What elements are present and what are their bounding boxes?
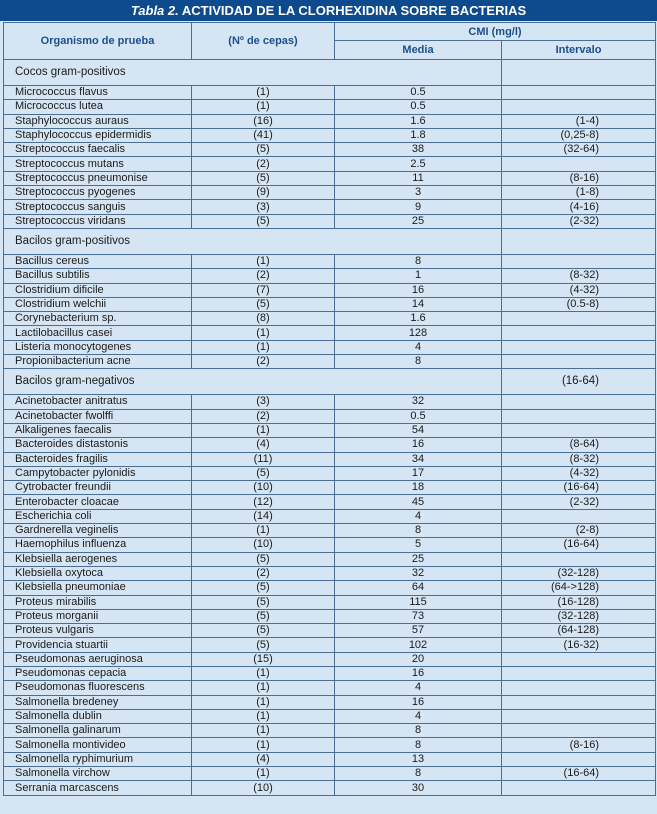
table-row [4,312,656,326]
range-cell [502,724,656,738]
range-cell [502,326,656,340]
range-cell [502,86,656,100]
range-cell: (2-32) [502,495,656,509]
section-range [502,60,656,86]
table-row [4,709,656,723]
range-cell: (32-128) [502,609,656,623]
range-cell: (16-32) [502,638,656,652]
table-row [4,609,656,623]
range-cell: (8-16) [502,738,656,752]
range-cell: (8-64) [502,438,656,452]
mean-cell: 102 [335,638,502,652]
mean-cell: 8 [335,355,502,369]
table-row [4,666,656,680]
mean-cell: 13 [335,752,502,766]
table-title [0,0,657,21]
mean-cell: 3 [335,186,502,200]
mean-cell: 8 [335,767,502,781]
mean-cell: 32 [335,566,502,580]
organism-cell: Serrania marcascens [4,781,192,795]
organism-cell: Streptococcus faecalis [4,143,192,157]
table-row [4,157,656,171]
organism-cell: Klebsiella aerogenes [4,552,192,566]
mean-cell: 2.5 [335,157,502,171]
strains-cell: (7) [192,283,335,297]
table-row [4,681,656,695]
range-cell: (8-32) [502,269,656,283]
mean-cell: 1 [335,269,502,283]
organism-cell: Proteus vulgaris [4,624,192,638]
organism-cell: Listeria monocytogenes [4,340,192,354]
mean-cell: 38 [335,143,502,157]
range-cell: (8-16) [502,171,656,185]
range-cell [502,709,656,723]
section-row [4,369,656,395]
range-cell: (4-32) [502,466,656,480]
table-row [4,566,656,580]
strains-cell: (15) [192,652,335,666]
table-row [4,355,656,369]
mean-cell: 4 [335,509,502,523]
mean-cell: 18 [335,481,502,495]
table-row [4,100,656,114]
organism-cell: Providencia stuartii [4,638,192,652]
organism-cell: Klebsiella pneumoniae [4,581,192,595]
table-row [4,269,656,283]
strains-cell: (5) [192,624,335,638]
mean-cell: 1.6 [335,114,502,128]
table-row [4,466,656,480]
organism-cell: Salmonella ryphimurium [4,752,192,766]
organism-cell: Alkaligenes faecalis [4,423,192,437]
table-row [4,781,656,795]
organism-cell: Haemophilus influenza [4,538,192,552]
range-cell [502,395,656,409]
table-number: Tabla 2. [130,3,179,18]
section-title: Bacilos gram-positivos [4,228,502,254]
strains-cell: (3) [192,395,335,409]
organism-cell: Staphylococcus epidermidis [4,128,192,142]
organism-cell: Clostridium dificile [4,283,192,297]
organism-cell: Staphylococcus auraus [4,114,192,128]
mean-cell: 16 [335,438,502,452]
section-title: Bacilos gram-negativos [4,369,502,395]
range-cell: (1-8) [502,186,656,200]
range-cell [502,552,656,566]
organism-cell: Gardnerella veginelis [4,524,192,538]
range-cell: (8-32) [502,452,656,466]
strains-cell: (1) [192,100,335,114]
strains-cell: (12) [192,495,335,509]
range-cell: (16-64) [502,538,656,552]
mean-cell: 128 [335,326,502,340]
mean-cell: 4 [335,681,502,695]
table-body [4,60,656,796]
range-cell: (4-32) [502,283,656,297]
strains-cell: (1) [192,767,335,781]
range-cell: (32-64) [502,143,656,157]
strains-cell: (14) [192,509,335,523]
table-row [4,452,656,466]
table-row [4,595,656,609]
strains-cell: (1) [192,423,335,437]
organism-cell: Proteus mirabilis [4,595,192,609]
organism-cell: Campytobacter pylonidis [4,466,192,480]
range-cell [502,355,656,369]
range-cell [502,100,656,114]
organism-cell: Acinetobacter fwolffi [4,409,192,423]
strains-cell: (11) [192,452,335,466]
organism-cell: Salmonella montivideo [4,738,192,752]
mean-cell: 16 [335,666,502,680]
section-title: Cocos gram-positivos [4,60,502,86]
mean-cell: 5 [335,538,502,552]
table-row [4,86,656,100]
mean-cell: 14 [335,297,502,311]
organism-cell: Streptococcus viridans [4,214,192,228]
mean-cell: 64 [335,581,502,595]
strains-cell: (10) [192,538,335,552]
strains-cell: (2) [192,409,335,423]
strains-cell: (16) [192,114,335,128]
organism-cell: Salmonella virchow [4,767,192,781]
range-cell [502,695,656,709]
organism-cell: Streptococcus pneumonise [4,171,192,185]
strains-cell: (1) [192,86,335,100]
table-row [4,438,656,452]
mean-cell: 57 [335,624,502,638]
table-row [4,395,656,409]
range-cell [502,666,656,680]
range-cell [502,681,656,695]
mean-cell: 54 [335,423,502,437]
mean-cell: 0.5 [335,86,502,100]
organism-cell: Bacillus cereus [4,254,192,268]
organism-cell: Escherichia coli [4,509,192,523]
mean-cell: 17 [335,466,502,480]
mean-cell: 8 [335,524,502,538]
organism-cell: Micrococcus lutea [4,100,192,114]
table-row [4,552,656,566]
range-cell: (16-128) [502,595,656,609]
strains-cell: (5) [192,466,335,480]
organism-cell: Pseudomonas aeruginosa [4,652,192,666]
table-row [4,738,656,752]
strains-cell: (4) [192,438,335,452]
organism-cell: Corynebacterium sp. [4,312,192,326]
mean-cell: 11 [335,171,502,185]
organism-cell: Salmonella bredeney [4,695,192,709]
range-cell [502,254,656,268]
strains-cell: (8) [192,312,335,326]
organism-cell: Bacteroides fragilis [4,452,192,466]
table-row [4,538,656,552]
strains-cell: (1) [192,524,335,538]
organism-cell: Pseudomonas cepacia [4,666,192,680]
range-cell: (64-128) [502,624,656,638]
strains-cell: (2) [192,157,335,171]
table-row [4,128,656,142]
range-cell [502,312,656,326]
table-row [4,638,656,652]
organism-cell: Acinetobacter anitratus [4,395,192,409]
strains-cell: (1) [192,738,335,752]
strains-cell: (5) [192,609,335,623]
section-row [4,60,656,86]
table-row [4,340,656,354]
mean-cell: 9 [335,200,502,214]
table-row [4,581,656,595]
table-row [4,200,656,214]
table-row [4,652,656,666]
range-cell [502,409,656,423]
mean-cell: 4 [335,709,502,723]
table-row [4,624,656,638]
mean-cell: 0.5 [335,100,502,114]
table-row [4,283,656,297]
strains-cell: (5) [192,595,335,609]
table-row [4,524,656,538]
strains-cell: (9) [192,186,335,200]
mean-cell: 1.6 [335,312,502,326]
mean-cell: 20 [335,652,502,666]
organism-cell: Bacteroides distastonis [4,438,192,452]
mean-cell: 8 [335,738,502,752]
organism-cell: Salmonella galinarum [4,724,192,738]
strains-cell: (5) [192,552,335,566]
table-row [4,752,656,766]
table-row [4,695,656,709]
mean-cell: 16 [335,283,502,297]
strains-cell: (5) [192,143,335,157]
section-range [502,228,656,254]
strains-cell: (1) [192,666,335,680]
strains-cell: (1) [192,254,335,268]
range-cell: (4-16) [502,200,656,214]
strains-cell: (5) [192,214,335,228]
table-row [4,767,656,781]
strains-cell: (10) [192,781,335,795]
range-cell [502,340,656,354]
range-cell [502,509,656,523]
table-row [4,495,656,509]
organism-cell: Streptococcus pyogenes [4,186,192,200]
organism-cell: Streptococcus mutans [4,157,192,171]
mean-cell: 45 [335,495,502,509]
range-cell [502,752,656,766]
strains-cell: (1) [192,709,335,723]
table-row [4,409,656,423]
mean-cell: 30 [335,781,502,795]
strains-cell: (4) [192,752,335,766]
table-row [4,186,656,200]
header-range: Intervalo [502,41,656,60]
table-row [4,724,656,738]
range-cell: (1-4) [502,114,656,128]
table-row [4,114,656,128]
organism-cell: Micrococcus flavus [4,86,192,100]
mean-cell: 32 [335,395,502,409]
mean-cell: 25 [335,552,502,566]
range-cell [502,157,656,171]
range-cell [502,423,656,437]
strains-cell: (1) [192,326,335,340]
organism-cell: Pseudomonas fluorescens [4,681,192,695]
organism-cell: Clostridium welchii [4,297,192,311]
table-row [4,171,656,185]
organism-cell: Propionibacterium acne [4,355,192,369]
range-cell: (0,25-8) [502,128,656,142]
strains-cell: (10) [192,481,335,495]
range-cell [502,652,656,666]
strains-cell: (5) [192,638,335,652]
section-row [4,228,656,254]
mean-cell: 25 [335,214,502,228]
mean-cell: 16 [335,695,502,709]
range-cell: (16-64) [502,767,656,781]
strains-cell: (1) [192,681,335,695]
organism-cell: Streptococcus sanguis [4,200,192,214]
mean-cell: 34 [335,452,502,466]
table-row [4,423,656,437]
range-cell: (64->128) [502,581,656,595]
organism-cell: Salmonella dublin [4,709,192,723]
mean-cell: 1.8 [335,128,502,142]
table-row [4,326,656,340]
table-row [4,509,656,523]
strains-cell: (2) [192,355,335,369]
table-row [4,481,656,495]
strains-cell: (5) [192,297,335,311]
strains-cell: (1) [192,724,335,738]
organism-cell: Cytrobacter freundii [4,481,192,495]
mean-cell: 8 [335,724,502,738]
header-strains: (Nº de cepas) [192,23,335,60]
mean-cell: 8 [335,254,502,268]
strains-cell: (2) [192,269,335,283]
table-row [4,143,656,157]
table-row [4,254,656,268]
table-caption: ACTIVIDAD DE LA CLORHEXIDINA SOBRE BACTERIAS [181,3,527,18]
range-cell [502,781,656,795]
strains-cell: (5) [192,581,335,595]
strains-cell: (3) [192,200,335,214]
mean-cell: 0.5 [335,409,502,423]
range-cell: (2-8) [502,524,656,538]
header-organism: Organismo de prueba [4,23,192,60]
organism-cell: Enterobacter cloacae [4,495,192,509]
range-cell: (32-128) [502,566,656,580]
organism-cell: Bacillus subtilis [4,269,192,283]
organism-cell: Proteus morganii [4,609,192,623]
strains-cell: (2) [192,566,335,580]
strains-cell: (1) [192,695,335,709]
mean-cell: 115 [335,595,502,609]
mean-cell: 73 [335,609,502,623]
range-cell: (0.5-8) [502,297,656,311]
range-cell: (16-64) [502,481,656,495]
organism-cell: Klebsiella oxytoca [4,566,192,580]
table-row [4,297,656,311]
table-row [4,214,656,228]
header-mean: Media [335,41,502,60]
range-cell: (2-32) [502,214,656,228]
section-range: (16-64) [502,369,656,395]
strains-cell: (5) [192,171,335,185]
strains-cell: (41) [192,128,335,142]
organism-cell: Lactilobacillus casei [4,326,192,340]
header-cmi: CMI (mg/l) [335,23,656,41]
mic-table [3,22,656,796]
strains-cell: (1) [192,340,335,354]
mean-cell: 4 [335,340,502,354]
